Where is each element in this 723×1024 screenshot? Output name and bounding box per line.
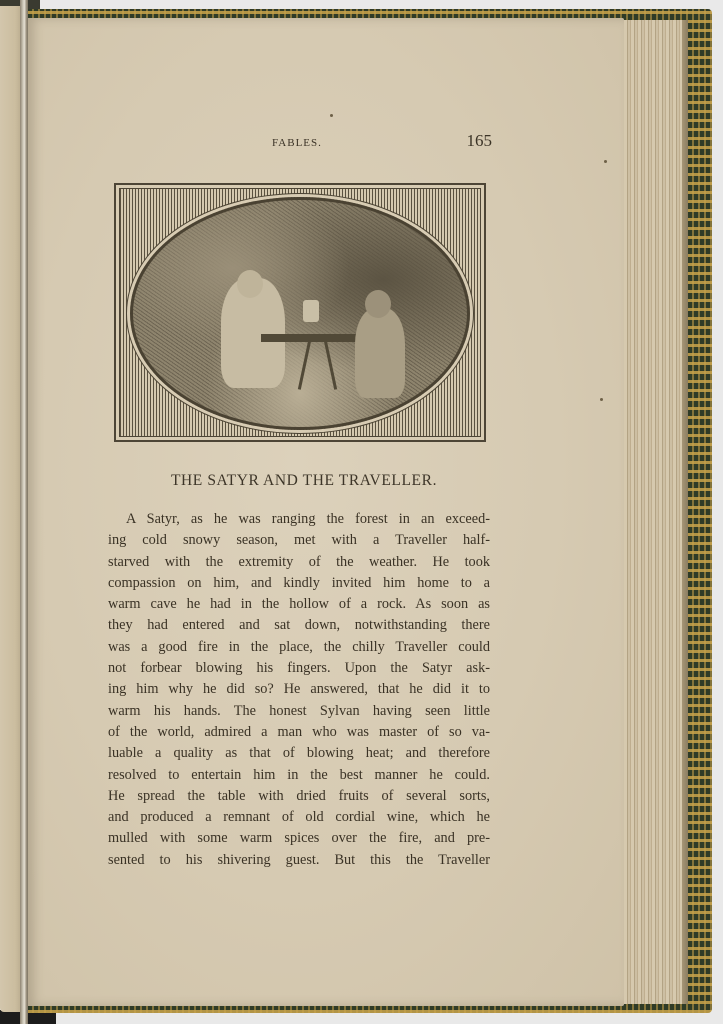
table-leg	[298, 340, 311, 390]
text-line: warm cave he had in the hollow of a rock. As soon as	[108, 596, 490, 613]
engraving-satyr-and-traveller	[114, 183, 486, 442]
satyr-figure	[355, 308, 405, 398]
engraving-oval-scene	[130, 197, 470, 430]
text-line: compassion on him, and kindly invited him home to a	[108, 574, 490, 591]
table-leg	[324, 340, 337, 390]
text-line: A Satyr, as he was ranging the forest in an exceed-	[126, 511, 490, 527]
fable-title: THE SATYR AND THE TRAVELLER.	[170, 472, 438, 489]
book-page	[28, 18, 624, 1006]
foxing-spot	[600, 398, 603, 401]
text-line: not forbear blowing his fingers. Upon the Satyr ask-	[108, 660, 490, 677]
running-head	[272, 131, 492, 151]
text-line: resolved to entertain him in the best manner he could.	[108, 766, 490, 783]
text-line: was a good fire in the place, the chilly Traveller could	[108, 638, 490, 655]
text-line: starved with the extremity of the weather. He took	[108, 553, 490, 570]
satyr-head	[365, 290, 391, 318]
fable-body	[108, 509, 490, 871]
text-line: ing cold snowy season, met with a Traveller half-	[108, 532, 490, 549]
foxing-spot	[604, 160, 607, 163]
page-number: 165	[466, 131, 492, 150]
text-line: He spread the table with dried fruits of several sorts,	[108, 787, 490, 804]
text-line: of the world, admired a man who was master of so va-	[108, 723, 490, 740]
text-line: ing him why he did so? He answered, that he did it to	[108, 681, 490, 698]
binding-gutter	[20, 0, 28, 1024]
text-line: sented to his shivering guest. But this the Traveller	[108, 851, 490, 868]
running-title: FABLES.	[272, 137, 322, 149]
text-line: luable a quality as that of blowing heat; and therefore	[108, 745, 490, 762]
previous-page-edge	[0, 6, 22, 1012]
text-line: and produced a remnant of old cordial wine, which he	[108, 809, 490, 826]
text-line: they had entered and sat down, notwithstanding there	[108, 617, 490, 634]
foxing-spot	[330, 114, 333, 117]
text-line: mulled with some warm spices over the fire, and pre-	[108, 830, 490, 847]
traveller-head	[237, 270, 263, 298]
text-line: warm his hands. The honest Sylvan having seen little	[108, 702, 490, 719]
engraving-hatched-frame	[119, 188, 481, 437]
jug	[303, 300, 319, 322]
